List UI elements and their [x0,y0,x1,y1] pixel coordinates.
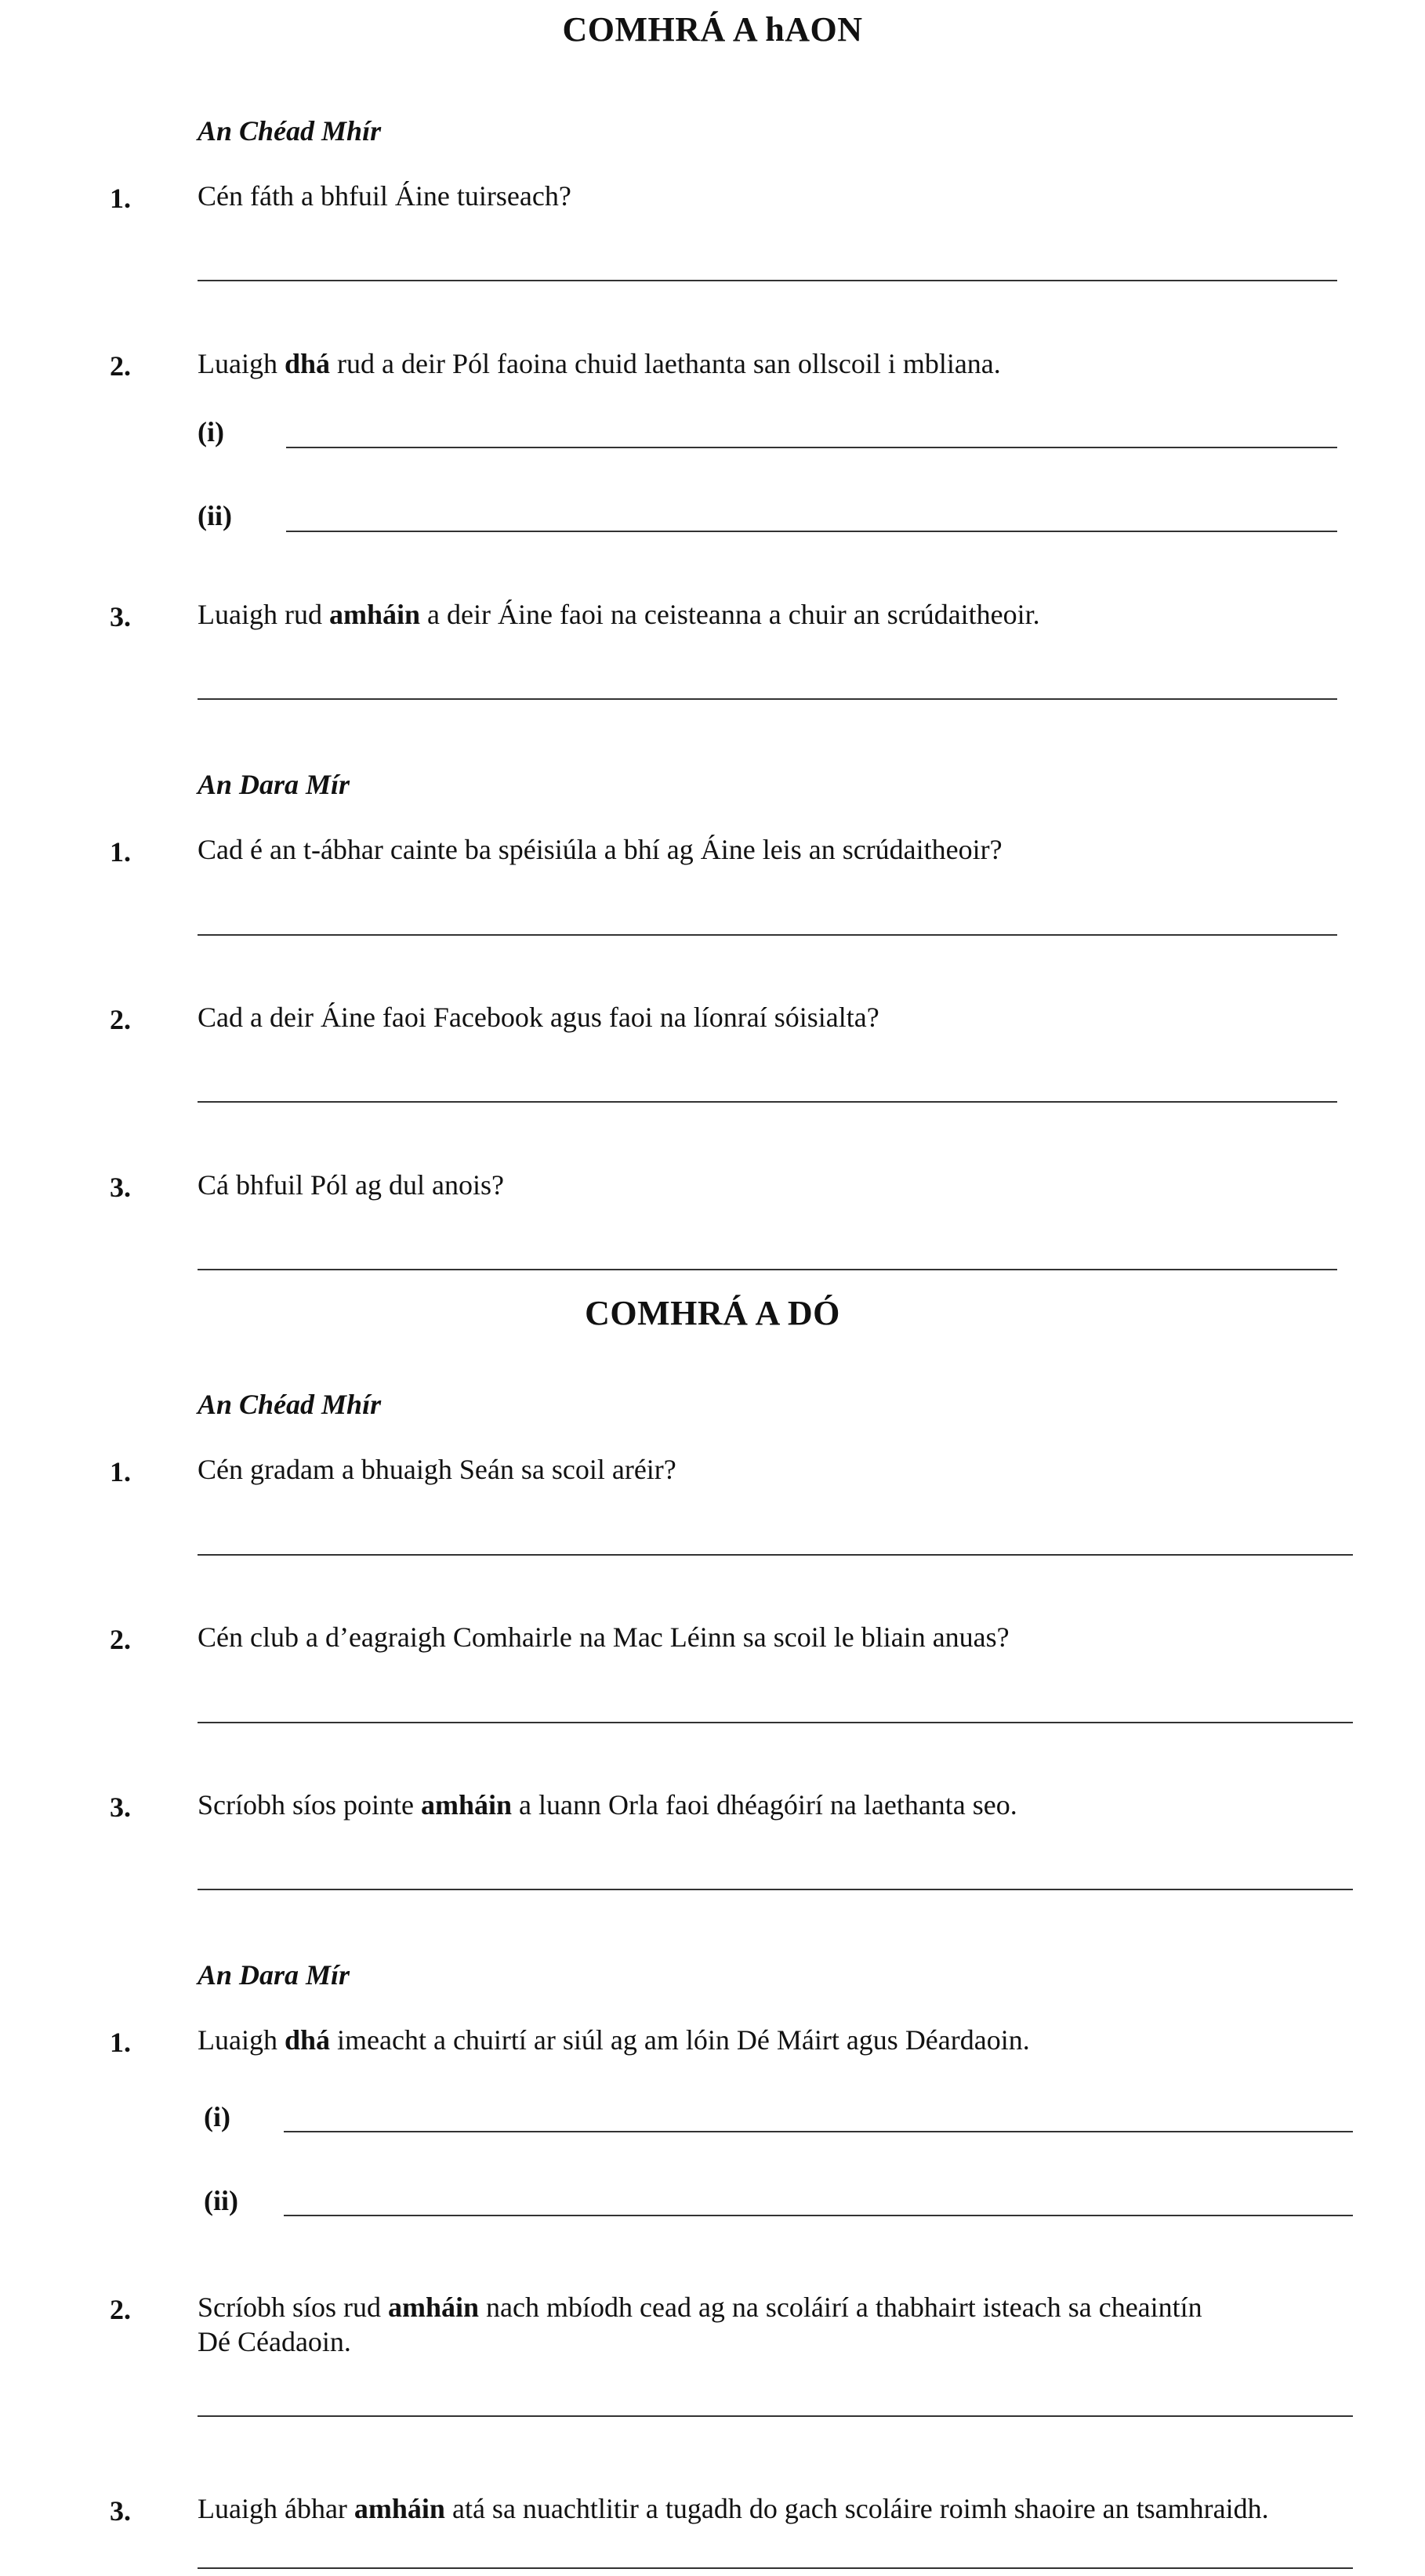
question-text: Luaigh dhá imeacht a chuirtí ar siúl ag am lóin Dé Máirt agus Déardaoin. [198,2024,1030,2056]
question-text: Cá bhfuil Pól ag dul anois? [198,1169,504,1201]
question-text: Cad a deir Áine faoi Facebook agus faoi na líonraí sóisialta? [198,1002,879,1033]
question-number: 1. [110,183,131,214]
answer-line[interactable] [198,2567,1353,2569]
answer-line[interactable] [198,1269,1337,1270]
answer-line[interactable] [198,1101,1337,1103]
question-text: Scríobh síos rud amháin nach mbíodh cead ag na scoláirí a thabhairt isteach sa cheaintín Dé Céadaoin. [198,2292,1202,2357]
answer-line[interactable] [284,2131,1353,2132]
question-text: Cén gradam a bhuaigh Seán sa scoil aréir? [198,1454,676,1485]
question-number: 2. [110,1624,131,1655]
question-number: 1. [110,2027,131,2058]
question-text: Cén fáth a bhfuil Áine tuirseach? [198,180,571,212]
sub-label: (ii) [198,500,232,531]
question-number: 1. [110,836,131,868]
answer-line[interactable] [286,447,1337,448]
part-heading: An Dara Mír [198,1959,350,1991]
question-text: Scríobh síos pointe amháin a luann Orla faoi dhéagóirí na laethanta seo. [198,1789,1017,1821]
part-heading: An Dara Mír [198,769,350,800]
question-number: 2. [110,350,131,382]
question-number: 2. [110,2294,131,2325]
sub-label: (ii) [204,2185,238,2216]
sub-label: (i) [204,2101,230,2132]
question-number: 3. [110,601,131,632]
section-title: COMHRÁ A DÓ [585,1294,840,1332]
answer-line[interactable] [198,280,1337,281]
question-number: 2. [110,1004,131,1035]
question-number: 3. [110,1792,131,1823]
answer-line[interactable] [286,531,1337,532]
question-text: Luaigh rud amháin a deir Áine faoi na ceisteanna a chuir an scrúdaitheoir. [198,599,1040,630]
question-number: 3. [110,1172,131,1203]
sub-label: (i) [198,416,224,447]
section-title: COMHRÁ A hAON [562,10,863,49]
question-text: Cén club a d’eagraigh Comhairle na Mac Léinn sa scoil le bliain anuas? [198,1621,1010,1653]
answer-line[interactable] [198,1889,1353,1890]
answer-line[interactable] [198,934,1337,936]
part-heading: An Chéad Mhír [198,1389,382,1420]
question-number: 3. [110,2495,131,2527]
question-text: Cad é an t-ábhar cainte ba spéisiúla a bhí ag Áine leis an scrúdaitheoir? [198,834,1003,865]
question-number: 1. [110,1456,131,1487]
answer-line[interactable] [284,2215,1353,2216]
part-heading: An Chéad Mhír [198,115,382,147]
answer-line[interactable] [198,698,1337,700]
answer-line[interactable] [198,2415,1353,2417]
question-text: Luaigh dhá rud a deir Pól faoina chuid laethanta san ollscoil i mbliana. [198,348,1001,379]
answer-line[interactable] [198,1722,1353,1723]
answer-line[interactable] [198,1554,1353,1556]
question-text: Luaigh ábhar amháin atá sa nuachtlitir a tugadh do gach scoláire roimh shaoire an tsamhraidh. [198,2493,1269,2524]
